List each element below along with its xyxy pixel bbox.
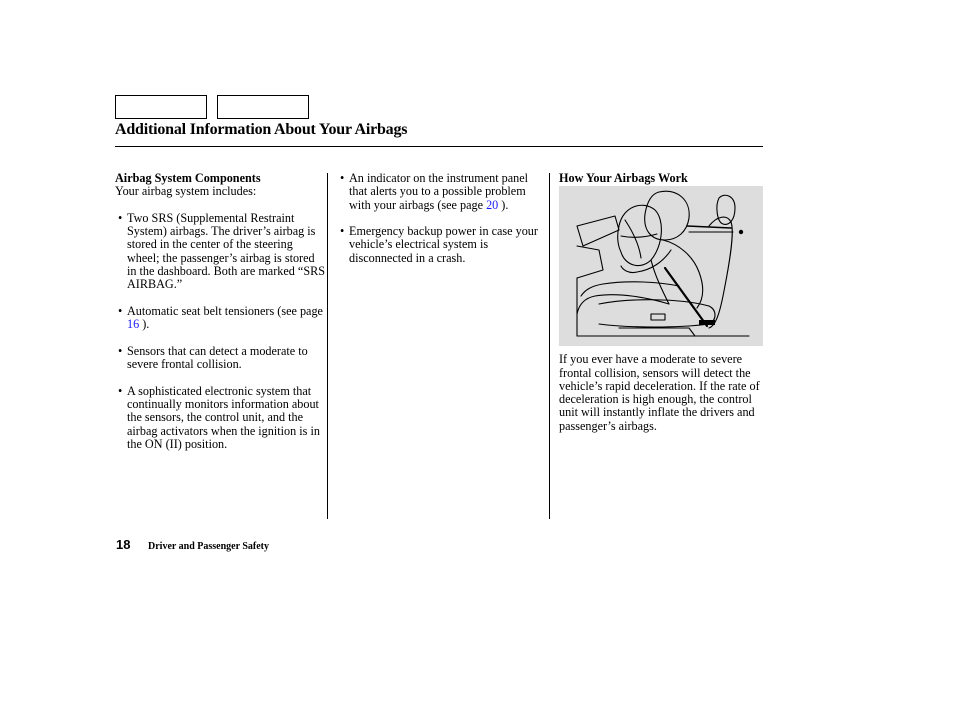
column-divider-1	[327, 173, 328, 519]
headrest	[717, 196, 735, 225]
column-components-continued	[340, 172, 540, 265]
list-item-text: Two SRS (Supplemental Restraint System) airbags. The driver’s airbag is stored in the center of the steering wheel; the passenger’s airbag is stored in the dashboard. Both are marked “SRS AIRBAG.”	[127, 210, 326, 292]
title-rule	[115, 146, 763, 147]
list-item-text: A sophisticated electronic system that continually monitors information about the sensors, the control unit, and the airbag activators when the ignition is in the ON (II) position.	[127, 383, 320, 451]
list-item-text	[349, 172, 540, 212]
nav-tab-1[interactable]	[115, 95, 207, 119]
page-link-16[interactable]: 16	[127, 317, 140, 332]
list-item	[340, 172, 540, 212]
list-item-text-post: ).	[139, 317, 150, 332]
column-divider-2	[549, 173, 550, 519]
airbag-explanation-paragraph: If you ever have a moderate to severe frontal collision, sensors will detect the vehicle’s rapid deceleration. If the rate of deceleration is high enough, the control unit will instantly inflate the drivers and passenger’s airbags.	[559, 352, 760, 433]
column-components	[115, 172, 325, 451]
bullet-marker: •	[118, 303, 123, 318]
bullet-marker: •	[340, 224, 345, 239]
list-item-text: Sensors that can detect a moderate to severe frontal collision.	[127, 343, 308, 372]
section-heading-components: Airbag System Components	[115, 171, 261, 185]
occupant-legs	[577, 295, 669, 314]
seat-back	[709, 217, 732, 328]
list-item-text-pre: Automatic seat belt tensioners (see page	[127, 303, 323, 318]
footer-section-title: Driver and Passenger Safety	[148, 541, 270, 552]
section-heading-how-airbags-work: How Your Airbags Work	[559, 171, 688, 185]
bullet-marker: •	[118, 383, 123, 398]
page-link-20[interactable]: 20	[486, 197, 499, 212]
airbag-illustration	[559, 186, 763, 346]
occupant-head	[645, 192, 689, 241]
bullet-marker: •	[118, 343, 123, 358]
list-item	[118, 305, 325, 332]
page-number: 18	[116, 537, 131, 552]
airbag-deployment-drawing	[559, 186, 763, 346]
page-title: Additional Information About Your Airbags	[115, 121, 408, 138]
nav-tab-2[interactable]	[217, 95, 309, 119]
dashboard	[577, 216, 619, 246]
bullet-marker: •	[118, 210, 123, 225]
seat-belt	[687, 226, 731, 228]
intro-text: Your airbag system includes:	[115, 184, 257, 199]
list-item-text-pre: An indicator on the instrument panel that alerts you to a possible problem with your airbags (see page	[349, 171, 529, 212]
list-item-text	[127, 305, 325, 332]
list-item	[340, 225, 540, 265]
occupant-arm	[621, 250, 671, 273]
column-how-airbags-work	[559, 172, 764, 433]
list-item	[118, 212, 325, 292]
list-item-text-post: ).	[498, 197, 509, 212]
list-item	[118, 345, 325, 372]
bullet-marker: •	[340, 171, 345, 185]
airbag	[618, 206, 662, 266]
list-item-text: Emergency backup power in case your vehicle’s electrical system is disconnected in a crash.	[349, 224, 538, 265]
list-item	[118, 385, 325, 451]
